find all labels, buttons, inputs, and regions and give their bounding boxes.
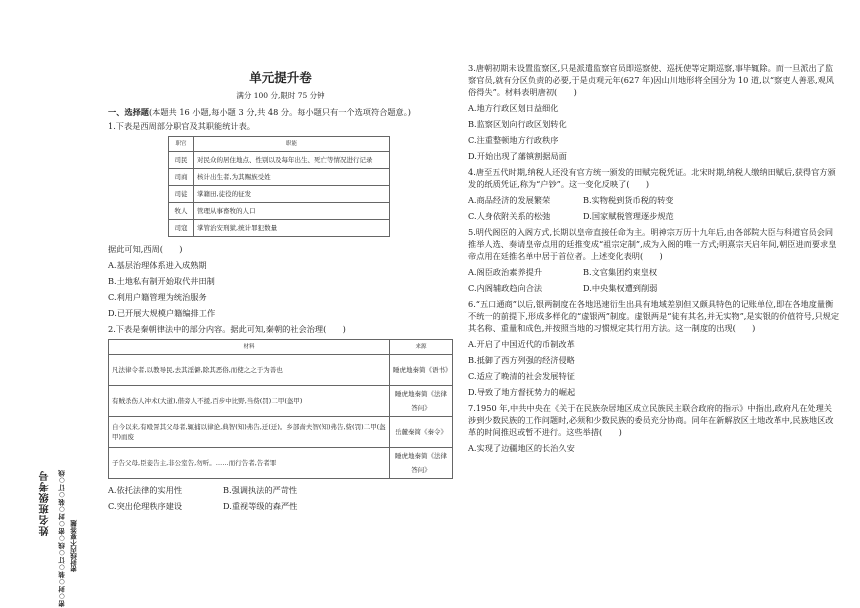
table-cell: 司徒 <box>169 186 194 203</box>
option-d[interactable]: D.导致了地方督抚势力的崛起 <box>468 387 576 397</box>
table-cell: 自今以来,有殴詈其父母者,辄捕以律论,典智(知)弗告,迁(迁)。乡部啬夫智(知)弗告,赀(罚)二甲(盔甲)而废 <box>109 417 390 448</box>
question-stem: 1.下表是西周部分职官及其职能统计表。 <box>108 121 255 131</box>
table-row <box>109 355 453 386</box>
table-header: 职官 <box>169 137 194 152</box>
seal-line: 密○封○装○订○线○密○封○装○订○线 <box>58 470 66 607</box>
question-3 <box>468 62 840 162</box>
student-info-line: 姓名班级考号 <box>40 470 51 536</box>
table-row <box>169 152 390 169</box>
exam-subtitle: 满分 100 分,限时 75 分钟 <box>236 91 325 100</box>
qin-law-table <box>108 339 453 479</box>
question-2 <box>108 323 453 512</box>
option-a[interactable]: A.阁臣政治素养提升 <box>468 267 543 277</box>
option-a[interactable]: A.商品经济的发展繁荣 <box>468 195 551 205</box>
seal-notice: 密封线内不要答题 <box>70 520 78 572</box>
table-row <box>109 448 453 479</box>
table-cell: 凡法律令者,以教导民,去其淫僻,除其恶俗,而使之之于为善也 <box>109 355 390 386</box>
table-cell: 牧人 <box>169 203 194 220</box>
option-b[interactable]: B.土地私有制开始取代井田制 <box>108 276 215 286</box>
right-column <box>468 62 840 458</box>
table-row <box>169 186 390 203</box>
question-stem: 6.“五口通商”以后,银两制度在各地迅速衍生出具有地域差别但又颇具特色的记账单位,即在各地度量衡不统一的前提下,形成多样化的“虚银两”制度。虚银两是“徒有其名,并无实物”,是实银的价值符号,只规定其名称、重量和成色,并按照当地的习惯规定其行用方法。这一制度的出现( ) <box>468 299 840 333</box>
option-d[interactable]: D.中央集权遭到削弱 <box>583 283 658 293</box>
left-column <box>108 62 453 516</box>
table-cell: 掌籍田,徒役的征发 <box>194 186 390 203</box>
option-a[interactable]: A.基层治理体系进入成熟期 <box>108 260 207 270</box>
table-row <box>169 203 390 220</box>
option-c[interactable]: C.注重整顿地方行政秩序 <box>468 135 559 145</box>
section-description: (本题共 16 小题,每小题 3 分,共 48 分。每小题只有一个选项符合题意。) <box>148 107 411 117</box>
table-row <box>169 169 390 186</box>
question-lead: 据此可知,西周( ) <box>108 244 183 254</box>
table-header: 来源 <box>390 340 453 355</box>
option-c[interactable]: C.内阁辅政趋向合法 <box>468 283 543 293</box>
option-row <box>108 484 453 496</box>
option-a[interactable]: A.实现了边疆地区的长治久安 <box>468 443 575 453</box>
option-b[interactable]: B.实物税到货币税的转变 <box>583 195 674 205</box>
option-a[interactable]: A.开启了中国近代的币制改革 <box>468 339 575 349</box>
option-c[interactable]: C.利用户籍管理为统治服务 <box>108 292 207 302</box>
question-stem: 5.明代阁臣的入阁方式,长期以皇帝直接任命为主。明神宗万历十九年后,由各部院大臣与科道官员会同推举人选、奏请皇帝点用的廷推变成“祖宗定制”,成为入阁的唯一方式;明熹宗天启年间,朝臣进而要求皇帝点用在廷推名单中居于首位者。上述变化表明( ) <box>468 227 837 261</box>
option-d[interactable]: D.已开展大规模户籍编排工作 <box>108 308 216 318</box>
table-cell: 睡虎地秦简《语书》 <box>390 355 453 386</box>
option-b[interactable]: B.监察区划向行政区划转化 <box>468 119 567 129</box>
option-row <box>468 282 840 294</box>
option-b[interactable]: B.强调执法的严苛性 <box>223 485 298 495</box>
binding-margin <box>0 0 90 608</box>
option-b[interactable]: B.文官集团约束皇权 <box>583 267 658 277</box>
section-label: 一、选择题 <box>108 107 149 117</box>
table-row <box>169 220 390 237</box>
option-d[interactable]: D.开始出现了藩镇割据局面 <box>468 151 567 161</box>
option-row <box>108 500 453 512</box>
question-stem: 4.唐至五代时期,纳税人还没有官方统一颁发的田赋完税凭证。北宋时期,纳税人缴纳田赋后,获得官方颁发的纸质凭证,称为“户钞”。这一变化反映了( ) <box>468 167 836 189</box>
section-heading <box>108 106 453 118</box>
table-cell: 管理从事畜牧的人口 <box>194 203 390 220</box>
question-1 <box>108 120 453 319</box>
table-header: 职能 <box>194 137 390 152</box>
table-cell: 有贼杀伤人冲术(大道),偕旁人不援,百步中比野,当赀(罚)二甲(盔甲) <box>109 386 390 417</box>
option-d[interactable]: D.国家赋税管理逐步规范 <box>583 211 674 221</box>
option-row <box>468 210 840 222</box>
table-cell: 司寇 <box>169 220 194 237</box>
option-row <box>468 194 840 206</box>
option-c[interactable]: C.适应了晚清的社会发展特征 <box>468 371 575 381</box>
option-b[interactable]: B.抵御了西方列强的经济侵略 <box>468 355 575 365</box>
option-a[interactable]: A.依托法律的实用性 <box>108 485 183 495</box>
table-cell: 睡虎地秦简《法律答问》 <box>390 386 453 417</box>
question-stem: 7.1950 年,中共中央在《关于在民族杂居地区成立民族民主联合政府的指示》中指出,政府凡在处理关涉到少数民族的工作问题时,必须和少数民族的委员充分协商。同年在新解放区土地改革中,民族地区改革的时间推迟或暂不进行。这些举措( ) <box>468 403 834 437</box>
option-c[interactable]: C.突出伦理秩序建设 <box>108 501 183 511</box>
question-5 <box>468 226 840 294</box>
table-header: 材料 <box>109 340 390 355</box>
question-6 <box>468 298 840 398</box>
question-stem: 3.唐朝初期未设置监察区,只是派遣监察官员即巡察使、巡抚使等定期巡察,事毕辄除。而一旦派出了监察官员,就有分区负责的必要,于是贞观元年(627 年)因山川地形将全国分为 10 道,以“察吏人善恶,观风俗得失”。材料表明唐初( ) <box>468 63 834 97</box>
table-row <box>109 386 453 417</box>
table-cell: 核计出生者,为其赐族受姓 <box>194 169 390 186</box>
exam-title: 单元提升卷 <box>249 70 312 85</box>
question-stem: 2.下表是秦朝律法中的部分内容。据此可知,秦朝的社会治理( ) <box>108 324 346 334</box>
table-row <box>109 417 453 448</box>
table-cell: 对民众的居住地点、性别以及每年出生、死亡等情况进行记录 <box>194 152 390 169</box>
table-cell: 司商 <box>169 169 194 186</box>
question-4 <box>468 166 840 222</box>
table-cell: 司民 <box>169 152 194 169</box>
option-c[interactable]: C.人身依附关系的松弛 <box>468 211 551 221</box>
table-cell: 岳麓秦简《秦令》 <box>390 417 453 448</box>
option-a[interactable]: A.地方行政区划日益细化 <box>468 103 559 113</box>
table-cell: 子告父母,臣妾告主,非公室告,勿听。……而行告者,告者罪 <box>109 448 390 479</box>
option-d[interactable]: D.重视等级的森严性 <box>223 501 298 511</box>
table-cell: 睡虎地秦简《法律答问》 <box>390 448 453 479</box>
option-row <box>468 266 840 278</box>
question-7 <box>468 402 840 454</box>
table-cell: 掌管治安刑狱,统计罪犯数量 <box>194 220 390 237</box>
officials-table <box>168 136 390 237</box>
